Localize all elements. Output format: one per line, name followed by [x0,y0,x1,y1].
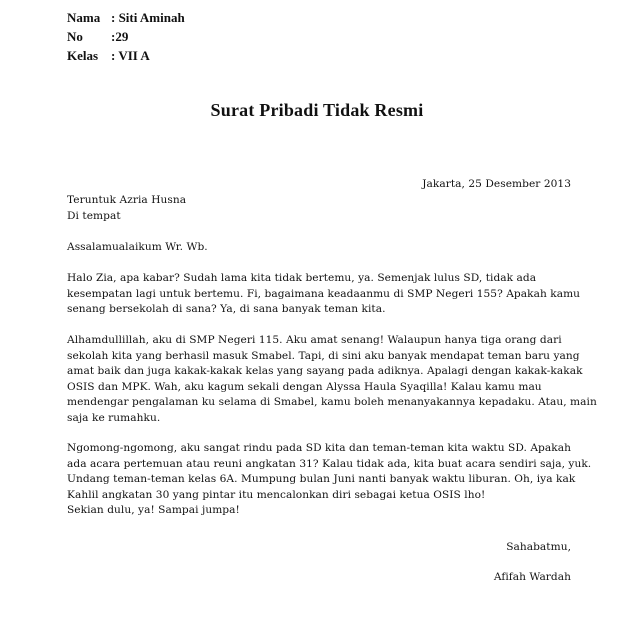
paragraph-line: kesempatan lagi untuk bertemu. Fi, bagaimana keadaanmu di SMP Negeri 155? Apakah kamu [67,287,581,300]
greeting: Assalamualaikum Wr. Wb. [67,241,208,253]
student-name-row [67,8,185,27]
paragraph-line: amat baik dan juga kakak-kakak kelas yang sayang pada adiknya. Apalagi dengan kakak-kakak [67,365,583,377]
letter-date: Jakarta, 25 Desember 2013 [422,178,571,190]
student-name-label: Nama [67,10,101,25]
paragraph-1 [67,271,580,318]
recipient-place: Di tempat [67,210,121,222]
paragraph-line: mendengar pengalaman ku selama di Smabel, kamu boleh menanyakannya kepadaku. Atau, main [67,396,597,408]
student-info [67,8,185,65]
paragraph-line: saja ke rumahku. [67,411,161,424]
paragraph-line: Alhamdullillah, aku di SMP Negeri 115. Aku amat senang! Walaupun hanya tiga orang dari [67,334,562,346]
paragraph-line: Sekian dulu, ya! Sampai jumpa! [67,504,240,516]
student-number-row [67,27,185,46]
closing: Sahabatmu, [506,541,571,553]
student-class-value: : VII A [111,48,150,63]
paragraph-line: ada acara pertemuan atau reuni angkatan 31? Kalau tidak ada, kita buat acara sendiri saja, yuk. [67,457,592,470]
paragraph-3 [67,441,591,519]
student-number-value: :29 [111,29,129,44]
paragraph-line: sekolah kita yang berhasil masuk Smabel. Tapi, di sini aku banyak mendapat teman baru yang [67,349,580,362]
recipient-name: Teruntuk Azria Husna [67,194,187,206]
student-number-label: No [67,29,83,44]
paragraph-line: OSIS dan MPK. Wah, aku kagum sekali dengan Alyssa Haula Syaqilla! Kalau kamu mau [67,380,542,393]
letter-title: Surat Pribadi Tidak Resmi [210,100,424,120]
paragraph-line: Halo Zia, apa kabar? Sudah lama kita tidak bertemu, ya. Semenjak lulus SD, tidak ada [67,272,537,284]
paragraph-line: Kahlil angkatan 30 yang pintar itu mencalonkan diri sebagai ketua OSIS lho! [67,488,486,501]
paragraph-line: Undang teman-teman kelas 6A. Mumpung bulan Juni nanti banyak waktu liburan. Oh, iya kak [67,473,576,485]
student-class-label: Kelas [67,48,99,63]
signature: Afifah Wardah [493,571,571,583]
paragraph-line: senang bersekolah di sana? Ya, di sana banyak teman kita. [67,303,386,315]
student-name-value: : Siti Aminah [111,10,185,25]
student-class-row [67,46,185,65]
paragraph-2 [67,333,597,426]
paragraph-line: Ngomong-ngomong, aku sangat rindu pada SD kita dan teman-teman kita waktu SD. Apakah [67,442,571,454]
